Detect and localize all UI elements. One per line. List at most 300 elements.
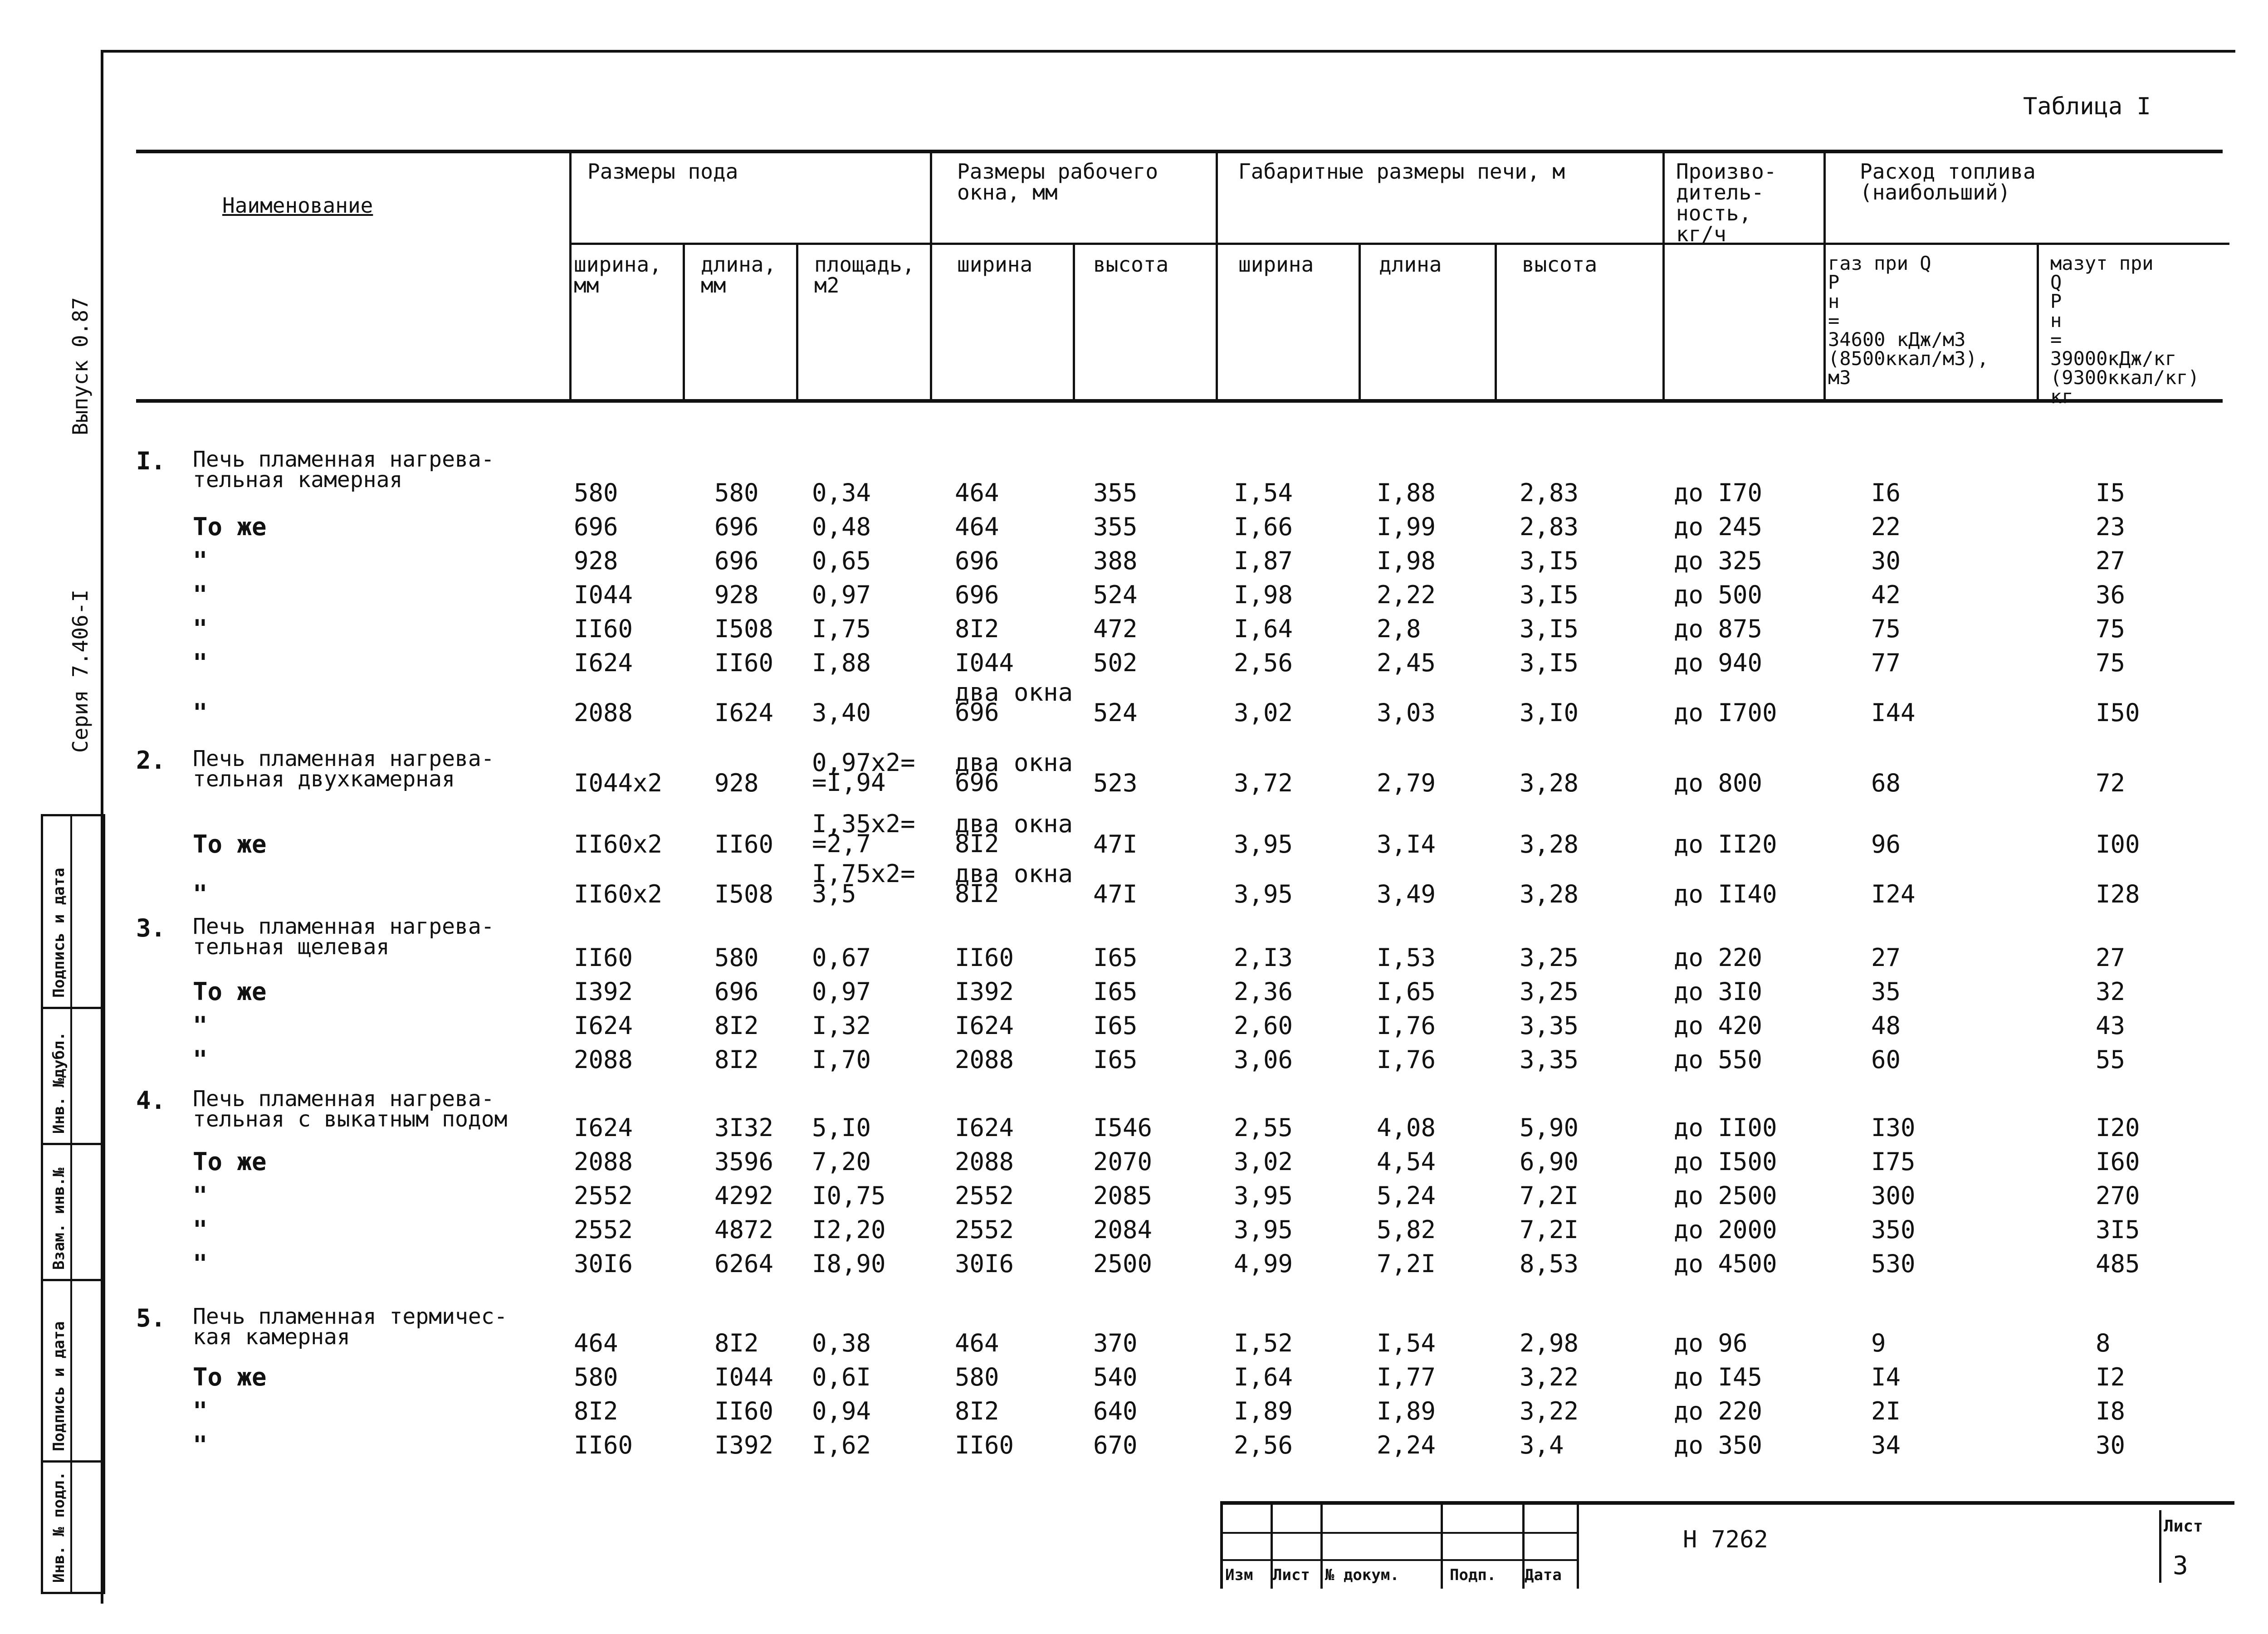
cell-area: I,35x2= =2,7: [812, 810, 915, 858]
cell-cap: до 350: [1674, 1431, 1763, 1459]
cell-ow: I,54: [1234, 478, 1293, 507]
cell-fl: 696: [714, 512, 759, 541]
cell-ol: 2,24: [1377, 1431, 1436, 1459]
group-name-line: тельная с выкатным подом: [193, 1107, 508, 1132]
cell-ww: 8I2: [955, 615, 999, 643]
cell-fl: I392: [714, 1431, 774, 1459]
cell-ww: 30I6: [955, 1249, 1014, 1278]
cell-ww: 464: [955, 1329, 999, 1357]
cell-area: I,62: [812, 1431, 871, 1459]
cell-ow: 3,95: [1234, 830, 1293, 858]
cell-fl: 8I2: [714, 1011, 759, 1040]
cell-ww: два окна 8I2: [955, 859, 1073, 908]
cell-cap: до 325: [1674, 546, 1763, 575]
cell-oh: 3,28: [1520, 880, 1579, 908]
cell-oil: 27: [2096, 943, 2126, 972]
group-name-line: Печь пламенная нагрева-: [193, 447, 494, 472]
cell-area: 7,20: [812, 1147, 871, 1176]
cell-ol: I,89: [1377, 1397, 1436, 1425]
cell-cap: до I70: [1674, 478, 1763, 507]
cell-oil: 8: [2096, 1329, 2111, 1357]
cell-fw: 30I6: [574, 1249, 633, 1278]
cell-oh: 2,83: [1520, 512, 1579, 541]
header-divider: [1073, 243, 1075, 401]
cell-ow: 2,56: [1234, 649, 1293, 677]
document-code: Н 7262: [1683, 1526, 1768, 1553]
stamp-label-change: Изм: [1225, 1566, 1253, 1584]
cell-area: 0,38: [812, 1329, 871, 1357]
cell-gas: 75: [1871, 615, 1901, 643]
cell-ol: 2,22: [1377, 580, 1436, 609]
cell-ow: 3,95: [1234, 1215, 1293, 1244]
cell-wh: I65: [1093, 977, 1138, 1006]
cell-ww: II60: [955, 1431, 1014, 1459]
header-window-height: высота: [1093, 252, 1169, 277]
cell-cap: до 245: [1674, 512, 1763, 541]
cell-wh: 523: [1093, 769, 1138, 797]
cell-fl: II60: [714, 649, 774, 677]
side-stamp-label: Инв. №дубл.: [50, 1031, 68, 1134]
group-name-line: Печь пламенная нагрева-: [193, 1086, 494, 1112]
cell-fw: 2088: [574, 1045, 633, 1074]
cell-area: I,70: [812, 1045, 871, 1074]
row-label: ": [193, 1045, 208, 1074]
cell-ol: 2,8: [1377, 615, 1421, 643]
cell-fw: 8I2: [574, 1397, 618, 1425]
cell-fl: I508: [714, 880, 774, 908]
cell-oil: 27: [2096, 546, 2126, 575]
cell-ol: 5,82: [1377, 1215, 1436, 1244]
header-floor: Размеры пода: [587, 159, 738, 184]
cell-gas: 300: [1871, 1181, 1916, 1210]
cell-gas: I6: [1871, 478, 1901, 507]
cell-area: 3,40: [812, 698, 871, 727]
cell-area: I8,90: [812, 1249, 886, 1278]
stamp-label-doc: № докум.: [1325, 1566, 1399, 1584]
cell-area: I,88: [812, 649, 871, 677]
cell-area: I,75x2= 3,5: [812, 859, 915, 908]
cell-ol: I,76: [1377, 1045, 1436, 1074]
cell-wh: 47I: [1093, 880, 1138, 908]
cell-ow: 3,95: [1234, 880, 1293, 908]
cell-ol: I,99: [1377, 512, 1436, 541]
cell-oil: I50: [2096, 698, 2140, 727]
header-window-width: ширина: [957, 252, 1033, 277]
cell-cap: до 940: [1674, 649, 1763, 677]
cell-fw: 580: [574, 1363, 618, 1391]
cell-ww: II60: [955, 943, 1014, 972]
cell-area: 0,48: [812, 512, 871, 541]
cell-ol: 3,49: [1377, 880, 1436, 908]
cell-oil: 55: [2096, 1045, 2126, 1074]
cell-ow: 3,02: [1234, 1147, 1293, 1176]
cell-wh: 540: [1093, 1363, 1138, 1391]
row-label: ": [193, 1249, 208, 1278]
cell-ow: 2,60: [1234, 1011, 1293, 1040]
cell-ow: 3,95: [1234, 1181, 1293, 1210]
cell-ww: 8I2: [955, 1397, 999, 1425]
cell-ow: I,98: [1234, 580, 1293, 609]
header-divider: [796, 243, 798, 401]
cell-oh: 3,I5: [1520, 615, 1579, 643]
title-block-divider: [1441, 1505, 1443, 1589]
cell-fw: 580: [574, 478, 618, 507]
cell-cap: до 2500: [1674, 1181, 1777, 1210]
cell-fl: 696: [714, 546, 759, 575]
group-name-line: тельная двухкамерная: [193, 766, 455, 792]
cell-ol: I,88: [1377, 478, 1436, 507]
header-divider: [930, 150, 932, 401]
row-label: ": [193, 1215, 208, 1244]
title-block-divider: [1577, 1505, 1579, 1589]
cell-ww: I624: [955, 1113, 1014, 1142]
cell-area: 0,97: [812, 580, 871, 609]
cell-area: 0,34: [812, 478, 871, 507]
cell-fw: I392: [574, 977, 633, 1006]
cell-area: 5,I0: [812, 1113, 871, 1142]
cell-cap: до 800: [1674, 769, 1763, 797]
cell-oil: I60: [2096, 1147, 2140, 1176]
cell-cap: до 2000: [1674, 1215, 1777, 1244]
cell-oh: 8,53: [1520, 1249, 1579, 1278]
cell-oil: 36: [2096, 580, 2126, 609]
row-label: ": [193, 615, 208, 643]
cell-fl: 580: [714, 943, 759, 972]
cell-ol: I,65: [1377, 977, 1436, 1006]
cell-oil: I5: [2096, 478, 2126, 507]
issue-label: Выпуск 0.87: [68, 297, 93, 435]
cell-fw: 2552: [574, 1181, 633, 1210]
cell-oh: 3,25: [1520, 977, 1579, 1006]
cell-fw: II60x2: [574, 880, 663, 908]
row-label: ": [193, 698, 208, 727]
cell-ol: I,98: [1377, 546, 1436, 575]
cell-oil: 30: [2096, 1431, 2126, 1459]
row-label: То же: [193, 830, 267, 858]
cell-area: I,75: [812, 615, 871, 643]
cell-gas: 96: [1871, 830, 1901, 858]
cell-fw: I044: [574, 580, 633, 609]
cell-cap: до 420: [1674, 1011, 1763, 1040]
cell-fw: II60x2: [574, 830, 663, 858]
cell-wh: 524: [1093, 698, 1138, 727]
group-name-line: Печь пламенная нагрева-: [193, 914, 494, 939]
header-fuel: Расход топлива (наибольший): [1860, 159, 2036, 205]
cell-gas: I44: [1871, 698, 1916, 727]
cell-ww: I624: [955, 1011, 1014, 1040]
cell-oh: 3,22: [1520, 1397, 1579, 1425]
cell-oh: 3,I5: [1520, 546, 1579, 575]
row-label: ": [193, 1181, 208, 1210]
row-label: То же: [193, 977, 267, 1006]
cell-fl: 8I2: [714, 1329, 759, 1357]
cell-fw: 928: [574, 546, 618, 575]
cell-ww: 2552: [955, 1215, 1014, 1244]
cell-oh: 6,90: [1520, 1147, 1579, 1176]
cell-ow: 3,06: [1234, 1045, 1293, 1074]
cell-ww: 464: [955, 512, 999, 541]
header-divider: [1823, 150, 1826, 401]
cell-ol: I,76: [1377, 1011, 1436, 1040]
cell-fl: II60: [714, 830, 774, 858]
cell-fl: I044: [714, 1363, 774, 1391]
sheet-label: Лист: [2164, 1517, 2203, 1536]
cell-ww: два окна 696: [955, 678, 1073, 727]
cell-wh: 47I: [1093, 830, 1138, 858]
cell-ow: I,89: [1234, 1397, 1293, 1425]
cell-ww: 464: [955, 478, 999, 507]
cell-ol: 2,45: [1377, 649, 1436, 677]
row-label: ": [193, 1397, 208, 1425]
cell-area: 0,97x2= =I,94: [812, 748, 915, 797]
side-stamp-label: Взам. инв.№: [50, 1167, 68, 1270]
cell-oh: 3,I0: [1520, 698, 1579, 727]
cell-gas: I30: [1871, 1113, 1916, 1142]
cell-fl: 4292: [714, 1181, 774, 1210]
cell-ww: 696: [955, 580, 999, 609]
cell-wh: 388: [1093, 546, 1138, 575]
cell-wh: I546: [1093, 1113, 1153, 1142]
cell-ow: I,87: [1234, 546, 1293, 575]
table-number: Таблица I: [2023, 93, 2151, 120]
stamp-label-sign: Подп.: [1450, 1566, 1496, 1584]
cell-ww: I044: [955, 649, 1014, 677]
cell-fw: II60: [574, 615, 633, 643]
cell-cap: до I700: [1674, 698, 1777, 727]
row-label: ": [193, 1011, 208, 1040]
cell-fl: II60: [714, 1397, 774, 1425]
row-label: То же: [193, 1147, 267, 1176]
side-stamp-label: Подпись и дата: [50, 868, 68, 998]
cell-fl: 8I2: [714, 1045, 759, 1074]
cell-ol: 2,79: [1377, 769, 1436, 797]
cell-ow: 2,I3: [1234, 943, 1293, 972]
cell-wh: 2085: [1093, 1181, 1153, 1210]
cell-oh: 2,83: [1520, 478, 1579, 507]
header-floor-width: ширина, мм: [574, 252, 662, 298]
cell-oil: 72: [2096, 769, 2126, 797]
cell-fl: 580: [714, 478, 759, 507]
side-stamp-label: Инв. № подл.: [50, 1471, 68, 1583]
series-label: Серия 7.406-I: [68, 589, 93, 753]
header-divider: [569, 150, 572, 401]
cell-area: I2,20: [812, 1215, 886, 1244]
cell-wh: 472: [1093, 615, 1138, 643]
group-name-line: кая камерная: [193, 1324, 350, 1350]
cell-ol: 3,I4: [1377, 830, 1436, 858]
cell-ow: 3,72: [1234, 769, 1293, 797]
row-label: ": [193, 546, 208, 575]
header-bottom-rule: [136, 399, 2223, 403]
cell-oil: I00: [2096, 830, 2140, 858]
cell-oil: 75: [2096, 615, 2126, 643]
cell-oh: 3,25: [1520, 943, 1579, 972]
cell-oh: 3,I5: [1520, 649, 1579, 677]
cell-wh: 355: [1093, 512, 1138, 541]
cell-gas: I4: [1871, 1363, 1901, 1391]
cell-oil: I20: [2096, 1113, 2140, 1142]
group-number: 5.: [136, 1304, 166, 1332]
cell-wh: 524: [1093, 580, 1138, 609]
header-name: Наименование: [222, 193, 373, 218]
side-stamp: [41, 814, 105, 1594]
cell-gas: 350: [1871, 1215, 1916, 1244]
header-capacity: Произво- дитель- ность, кг/ч: [1676, 159, 1777, 246]
cell-oh: 3,I5: [1520, 580, 1579, 609]
cell-ow: 3,02: [1234, 698, 1293, 727]
cell-gas: 27: [1871, 943, 1901, 972]
cell-wh: I65: [1093, 1045, 1138, 1074]
cell-gas: 30: [1871, 546, 1901, 575]
cell-ol: I,54: [1377, 1329, 1436, 1357]
row-label: То же: [193, 512, 267, 541]
group-name-line: тельная щелевая: [193, 934, 390, 960]
cell-wh: 670: [1093, 1431, 1138, 1459]
cell-fw: II60: [574, 943, 633, 972]
cell-wh: 2500: [1093, 1249, 1153, 1278]
cell-oh: 3,28: [1520, 830, 1579, 858]
cell-cap: до 500: [1674, 580, 1763, 609]
header-divider: [2037, 243, 2039, 401]
cell-oil: 485: [2096, 1249, 2140, 1278]
cell-oh: 3,35: [1520, 1011, 1579, 1040]
stamp-label-sheet: Лист: [1273, 1566, 1310, 1584]
cell-gas: 34: [1871, 1431, 1901, 1459]
cell-fl: I508: [714, 615, 774, 643]
cell-oh: 7,2I: [1520, 1181, 1579, 1210]
cell-gas: 68: [1871, 769, 1901, 797]
cell-wh: 2084: [1093, 1215, 1153, 1244]
group-number: 3.: [136, 914, 166, 942]
cell-fl: 928: [714, 769, 759, 797]
cell-cap: до 3I0: [1674, 977, 1763, 1006]
cell-ol: 3,03: [1377, 698, 1436, 727]
cell-cap: до 550: [1674, 1045, 1763, 1074]
header-divider: [1359, 243, 1361, 401]
cell-fl: 928: [714, 580, 759, 609]
cell-oh: 3,4: [1520, 1431, 1564, 1459]
row-label: ": [193, 880, 208, 908]
cell-fw: 696: [574, 512, 618, 541]
cell-fw: I044x2: [574, 769, 663, 797]
cell-ww: два окна 696: [955, 748, 1073, 797]
cell-ow: I,64: [1234, 1363, 1293, 1391]
cell-ow: I,64: [1234, 615, 1293, 643]
header-floor-area: площадь, м2: [814, 252, 915, 298]
cell-ow: 2,36: [1234, 977, 1293, 1006]
cell-cap: до II40: [1674, 880, 1777, 908]
stamp-label-date: Дата: [1525, 1566, 1562, 1584]
cell-ww: 2552: [955, 1181, 1014, 1210]
cell-cap: до I500: [1674, 1147, 1777, 1176]
cell-ww: 696: [955, 546, 999, 575]
cell-fw: 2552: [574, 1215, 633, 1244]
cell-fl: 3I32: [714, 1113, 774, 1142]
cell-cap: до 875: [1674, 615, 1763, 643]
cell-oh: 3,35: [1520, 1045, 1579, 1074]
cell-oil: 23: [2096, 512, 2126, 541]
cell-oil: 75: [2096, 649, 2126, 677]
cell-oil: 270: [2096, 1181, 2140, 1210]
cell-wh: I65: [1093, 943, 1138, 972]
cell-ol: 7,2I: [1377, 1249, 1436, 1278]
cell-area: 0,94: [812, 1397, 871, 1425]
cell-ow: I,52: [1234, 1329, 1293, 1357]
cell-gas: 22: [1871, 512, 1901, 541]
cell-ww: 2088: [955, 1147, 1014, 1176]
cell-cap: до 220: [1674, 1397, 1763, 1425]
cell-fw: 2088: [574, 1147, 633, 1176]
cell-wh: 640: [1093, 1397, 1138, 1425]
cell-cap: до 220: [1674, 943, 1763, 972]
cell-oil: 43: [2096, 1011, 2126, 1040]
cell-ow: 2,56: [1234, 1431, 1293, 1459]
cell-fl: 696: [714, 977, 759, 1006]
group-name-line: Печь пламенная термичес-: [193, 1304, 508, 1329]
cell-cap: до 4500: [1674, 1249, 1777, 1278]
cell-fw: I624: [574, 1113, 633, 1142]
cell-wh: 502: [1093, 649, 1138, 677]
header-oil: мазут при Q P н = 39000кДж/кг (9300ккал/кг) кг: [2050, 252, 2200, 408]
cell-ww: 580: [955, 1363, 999, 1391]
cell-ol: 5,24: [1377, 1181, 1436, 1210]
cell-ww: два окна 8I2: [955, 810, 1073, 858]
header-divider: [1495, 243, 1497, 401]
cell-fw: 2088: [574, 698, 633, 727]
cell-ow: 4,99: [1234, 1249, 1293, 1278]
cell-wh: I65: [1093, 1011, 1138, 1040]
row-label: ": [193, 649, 208, 677]
cell-oh: 7,2I: [1520, 1215, 1579, 1244]
cell-wh: 2070: [1093, 1147, 1153, 1176]
cell-oil: I8: [2096, 1397, 2126, 1425]
cell-gas: I24: [1871, 880, 1916, 908]
row-label: ": [193, 1431, 208, 1459]
cell-fw: 464: [574, 1329, 618, 1357]
cell-fw: I624: [574, 1011, 633, 1040]
header-divider: [683, 243, 685, 401]
header-gas: газ при Q P н = 34600 кДж/м3 (8500ккал/м3), м3: [1828, 252, 1989, 389]
title-block-divider: [1320, 1505, 1323, 1589]
cell-gas: 77: [1871, 649, 1901, 677]
header-overall-length: длина: [1379, 252, 1442, 277]
cell-fl: I624: [714, 698, 774, 727]
cell-cap: до II00: [1674, 1113, 1777, 1142]
cell-gas: 530: [1871, 1249, 1916, 1278]
cell-ol: I,77: [1377, 1363, 1436, 1391]
header-overall: Габаритные размеры печи, м: [1238, 159, 1565, 184]
cell-fw: II60: [574, 1431, 633, 1459]
cell-gas: 35: [1871, 977, 1901, 1006]
header-top-rule: [136, 150, 2223, 153]
cell-ww: 2088: [955, 1045, 1014, 1074]
cell-ol: 4,54: [1377, 1147, 1436, 1176]
cell-area: 0,6I: [812, 1363, 871, 1391]
cell-fl: 6264: [714, 1249, 774, 1278]
cell-fw: I624: [574, 649, 633, 677]
cell-ow: I,66: [1234, 512, 1293, 541]
cell-fl: 4872: [714, 1215, 774, 1244]
header-divider: [1662, 150, 1665, 401]
cell-oil: I2: [2096, 1363, 2126, 1391]
cell-wh: 355: [1093, 478, 1138, 507]
header-floor-length: длина, мм: [701, 252, 777, 298]
cell-ww: I392: [955, 977, 1014, 1006]
header-overall-width: ширина: [1238, 252, 1314, 277]
sheet-number: 3: [2173, 1551, 2188, 1580]
cell-cap: до I45: [1674, 1363, 1763, 1391]
cell-oh: 2,98: [1520, 1329, 1579, 1357]
